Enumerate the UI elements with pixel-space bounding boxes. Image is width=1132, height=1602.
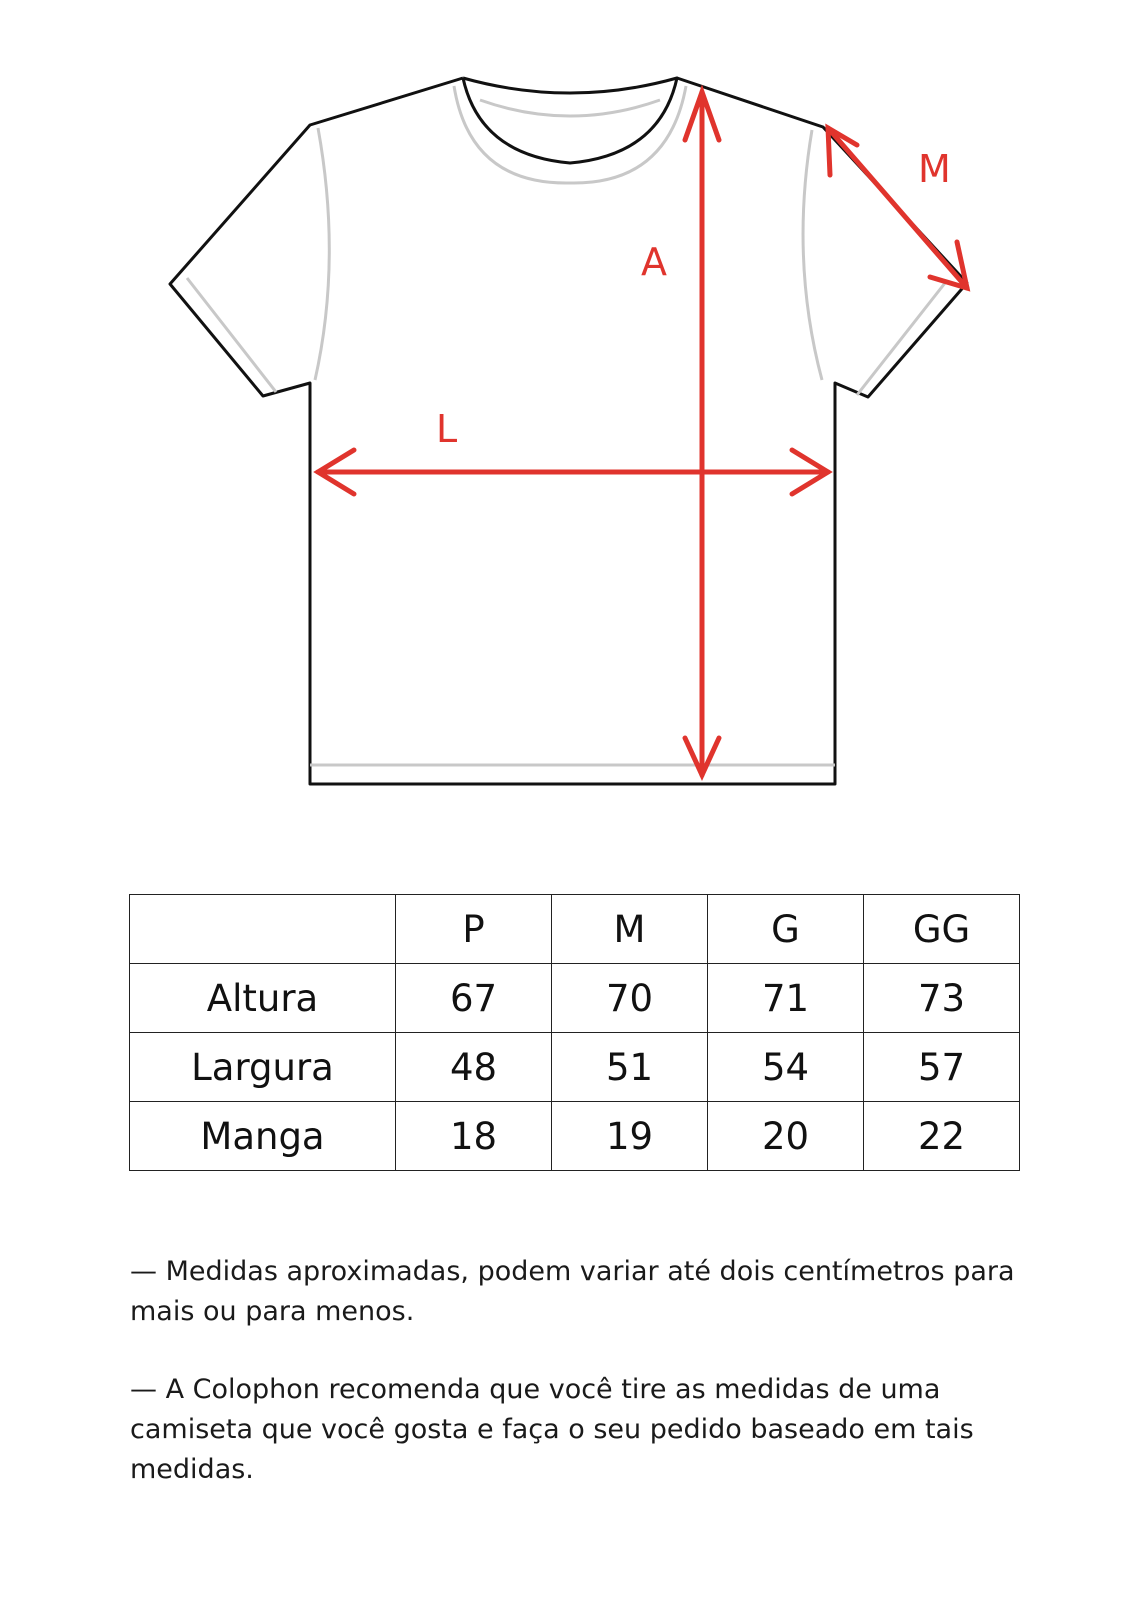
- table-cell: 51: [552, 1033, 708, 1102]
- row-label: Largura: [130, 1033, 396, 1102]
- table-cell: 48: [396, 1033, 552, 1102]
- table-header-row: [130, 895, 1020, 964]
- tshirt-measurement-diagram: [0, 0, 1132, 800]
- table-row-manga: [130, 1102, 1020, 1171]
- note-approximate-measures: — Medidas aproximadas, podem variar até dois centímetros para mais ou para menos.: [130, 1256, 1015, 1327]
- row-label: Altura: [130, 964, 396, 1033]
- table-header-cell: [130, 895, 396, 964]
- width-label: L: [436, 407, 458, 451]
- tshirt-seams: [187, 86, 945, 765]
- table-cell: 67: [396, 964, 552, 1033]
- table-cell: 73: [864, 964, 1020, 1033]
- table-cell: 71: [708, 964, 864, 1033]
- table-cell: 22: [864, 1102, 1020, 1171]
- table-cell: 19: [552, 1102, 708, 1171]
- row-label: Manga: [130, 1102, 396, 1171]
- size-m-header: M: [552, 895, 708, 964]
- table-cell: 70: [552, 964, 708, 1033]
- size-gg-header: GG: [864, 895, 1020, 964]
- table-cell: 18: [396, 1102, 552, 1171]
- table-cell: 20: [708, 1102, 864, 1171]
- table-cell: 54: [708, 1033, 864, 1102]
- note-recommendation: — A Colophon recomenda que você tire as medidas de uma camiseta que você gosta e faça o seu pedido baseado em tais medidas.: [130, 1374, 974, 1485]
- measurement-arrows: [318, 92, 967, 775]
- size-p-header: P: [396, 895, 552, 964]
- notes: [130, 1252, 1030, 1528]
- table-row-largura: [130, 1033, 1020, 1102]
- sleeve-label: M: [918, 147, 951, 191]
- size-table: [129, 894, 1020, 1171]
- size-g-header: G: [708, 895, 864, 964]
- table-cell: 57: [864, 1033, 1020, 1102]
- height-label: A: [641, 240, 667, 284]
- table-row-altura: [130, 964, 1020, 1033]
